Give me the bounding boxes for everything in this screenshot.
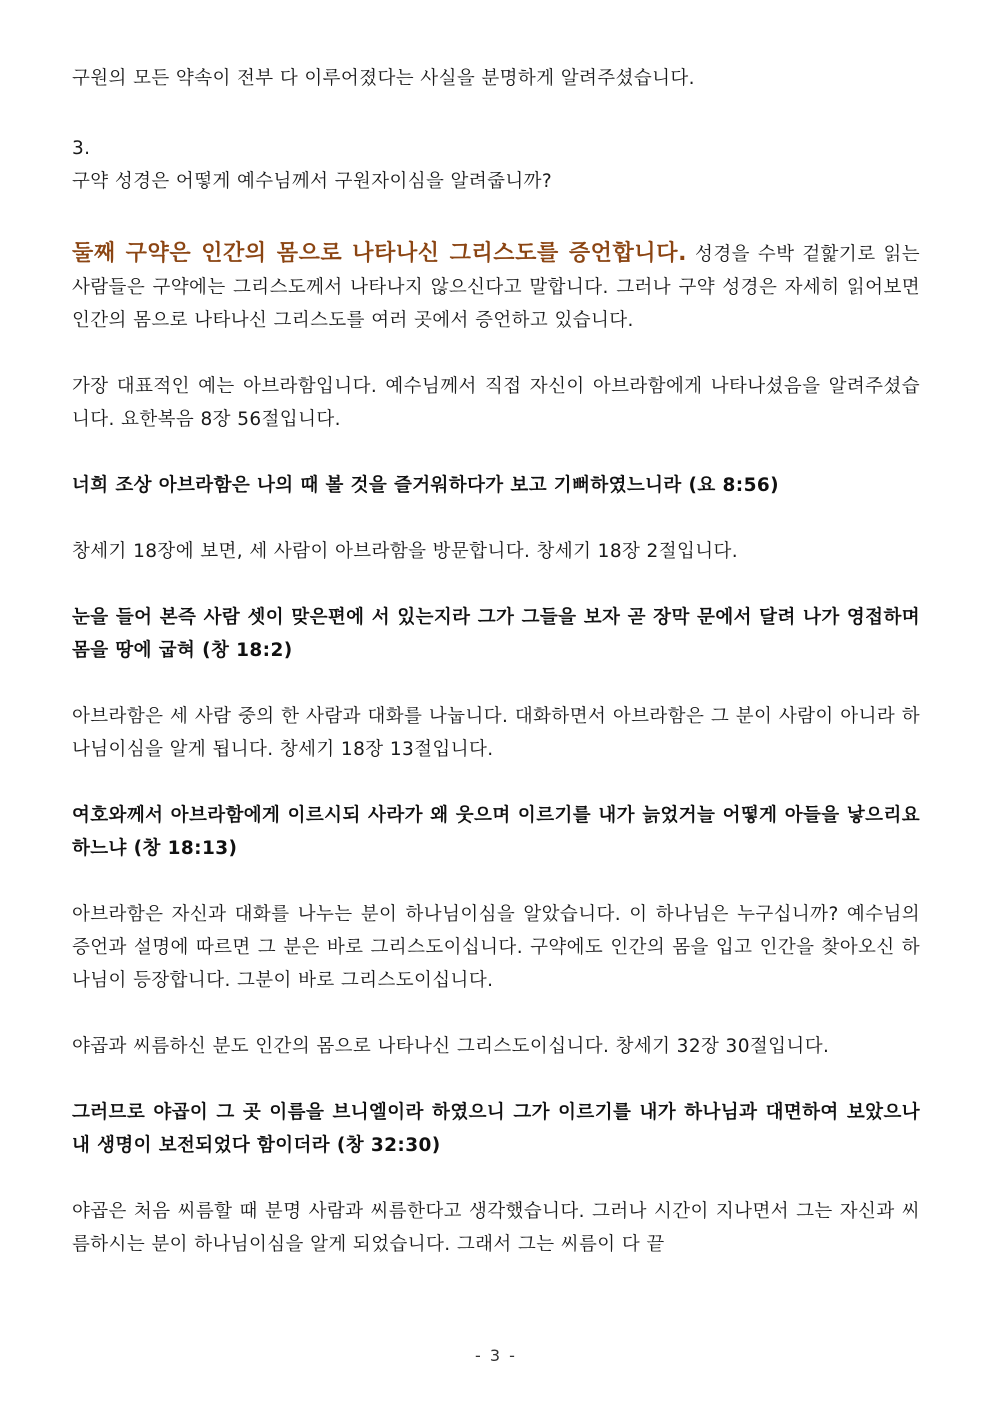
- paragraph-intro: 구원의 모든 약속이 전부 다 이루어졌다는 사실을 분명하게 알려주셨습니다.: [72, 68, 695, 89]
- paragraph-who-is-god: 아브라함은 자신과 대화를 나누는 분이 하나님이심을 알았습니다. 이 하나님은 누구십니까? 예수님의 증언과 설명에 따르면 그 분은 바로 그리스도이십니다. 구약에도 인간의 몸을 입고 인간을 찾아오신 하나님이 등장합니다. 그분이 바로 그리스도이십니다.: [72, 904, 920, 991]
- paragraph-second-point: [72, 237, 920, 337]
- verse-john-8-56: 너희 조상 아브라함은 나의 때 볼 것을 즐거워하다가 보고 기뻐하였느니라 (요 8:56): [72, 475, 779, 496]
- paragraph-jacob-wrestling: 야곱은 처음 씨름할 때 분명 사람과 씨름한다고 생각했습니다. 그러나 시간이 지나면서 그는 자신과 씨름하시는 분이 하나님이심을 알게 되었습니다. 그래서 그는 씨름이 다 끝: [72, 1201, 920, 1255]
- document-page: [72, 62, 920, 1261]
- emphasis-heading: 둘째 구약은 인간의 몸으로 나타나신 그리스도를 증언합니다.: [72, 241, 688, 266]
- paragraph-second-point-body: 성경을 수박 겉핥기로 읽는 사람들은 구약에는 그리스도께서 나타나지 않으신다고 말합니다. 그러나 구약 성경은 자세히 읽어보면 인간의 몸으로 나타나신 그리스도를 여러 곳에서 증언하고 있습니다.: [72, 244, 920, 331]
- paragraph-genesis-18: 창세기 18장에 보면, 세 사람이 아브라함을 방문합니다. 창세기 18장 2절입니다.: [72, 541, 739, 562]
- paragraph-conversation: 아브라함은 세 사람 중의 한 사람과 대화를 나눕니다. 대화하면서 아브라함은 그 분이 사람이 아니라 하나님이심을 알게 됩니다. 창세기 18장 13절입니다.: [72, 706, 920, 760]
- verse-genesis-32-30: 그러므로 야곱이 그 곳 이름을 브니엘이라 하였으니 그가 이르기를 내가 하나님과 대면하여 보았으나 내 생명이 보전되었다 함이더라 (창 32:30): [72, 1102, 920, 1156]
- verse-genesis-18-13: 여호와께서 아브라함에게 이르시되 사라가 왜 웃으며 이르기를 내가 늙었거늘 어떻게 아들을 낳으리요 하느냐 (창 18:13): [72, 805, 920, 859]
- verse-genesis-18-2: 눈을 들어 본즉 사람 셋이 맞은편에 서 있는지라 그가 그들을 보자 곧 장막 문에서 달려 나가 영접하며 몸을 땅에 굽혀 (창 18:2): [72, 607, 920, 661]
- question-number: 3.: [72, 138, 91, 159]
- question-text: 구약 성경은 어떻게 예수님께서 구원자이심을 알려줍니까?: [72, 171, 553, 192]
- page-number: - 3 -: [475, 1346, 517, 1365]
- paragraph-jacob: 야곱과 씨름하신 분도 인간의 몸으로 나타나신 그리스도이십니다. 창세기 32장 30절입니다.: [72, 1036, 830, 1057]
- paragraph-abraham-example: 가장 대표적인 예는 아브라함입니다. 예수님께서 직접 자신이 아브라함에게 나타나셨음을 알려주셨습니다. 요한복음 8장 56절입니다.: [72, 376, 920, 430]
